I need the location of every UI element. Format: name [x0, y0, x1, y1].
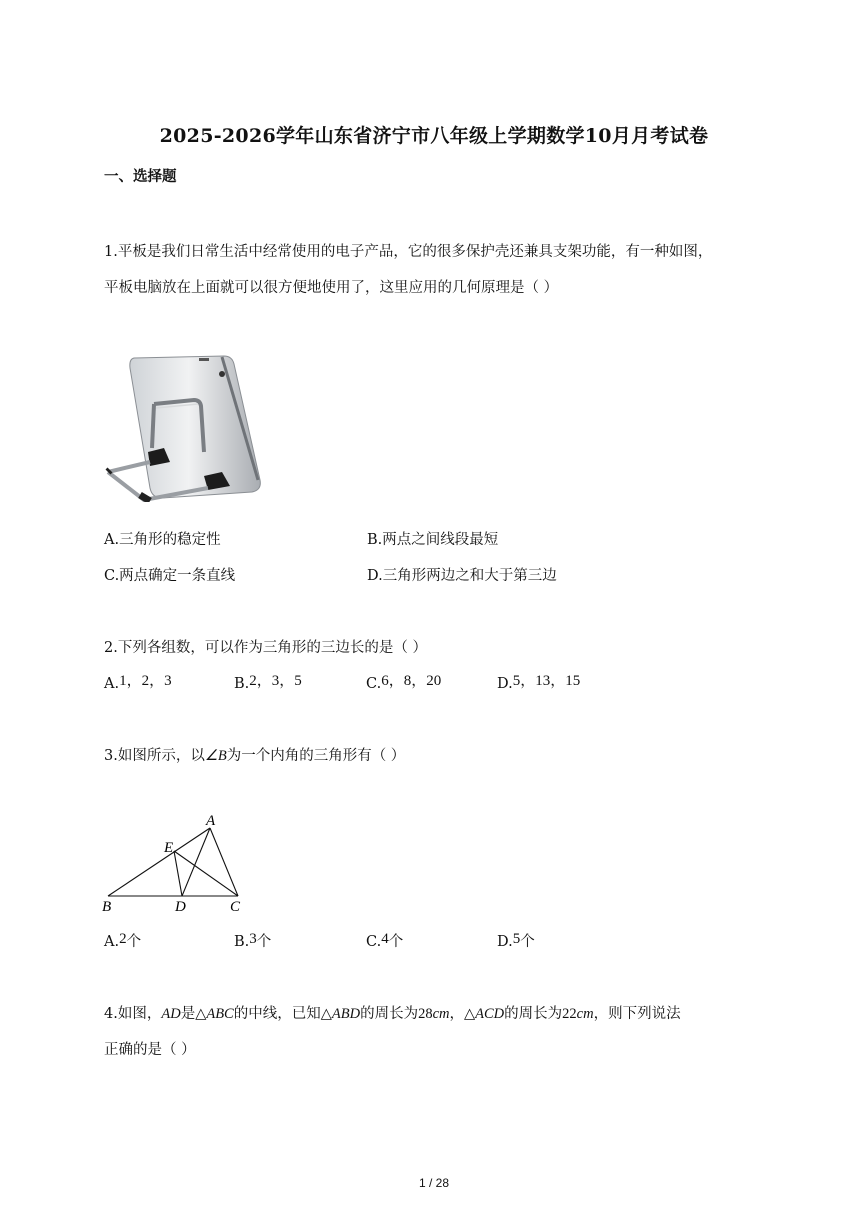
angle-b: ∠B	[204, 748, 227, 764]
triangle-symbol: △	[195, 1006, 207, 1022]
q2-stem: 2.下列各组数，可以作为三角形的三边长的是（ ）	[104, 640, 427, 656]
q3-stem: 3.如图所示，以∠B为一个内角的三角形有（ ）	[104, 748, 406, 764]
q1-option-c: C.两点确定一条直线	[104, 568, 236, 584]
page-title: 2025-2026学年山东省济宁市八年级上学期数学10月月考试卷	[159, 125, 709, 147]
section-heading: 一、选择题	[104, 168, 177, 185]
q3-option-d: D.5个	[497, 931, 535, 950]
label-d: D	[175, 899, 186, 915]
triangle-symbol: △	[464, 1006, 476, 1022]
triangle-symbol: △	[320, 1006, 332, 1022]
q1-option-a: A.三角形的稳定性	[104, 532, 221, 548]
label-a: A	[206, 813, 216, 829]
q2-option-b: B.2，3，5	[234, 673, 302, 692]
q2-option-c: C.6，8，20	[366, 673, 442, 692]
q1-option-b: B.两点之间线段最短	[367, 532, 499, 548]
q2-option-a: A.1，2，3	[104, 673, 172, 692]
q4-stem-line2: 正确的是（ ）	[104, 1042, 196, 1058]
q3-option-a: A.2个	[104, 931, 142, 950]
label-b: B	[102, 899, 112, 915]
q3-option-c: C.4个	[366, 931, 404, 950]
q1-stem-line2: 平板电脑放在上面就可以很方便地使用了，这里应用的几何原理是（ ）	[104, 280, 559, 296]
page-number: 1 / 28	[418, 1176, 450, 1190]
q3-option-b: B.3个	[234, 931, 272, 950]
label-c: C	[230, 899, 241, 915]
q4-stem-line1: 4.如图，AD是△ABC的中线，已知△ABD的周长为28cm，△ACD的周长为22cm，则下列说法	[104, 1006, 681, 1022]
q1-option-d: D.三角形两边之和大于第三边	[367, 568, 557, 584]
label-e: E	[164, 840, 174, 856]
triangle-figure	[100, 812, 250, 916]
q2-option-d: D.5，13，15	[497, 673, 581, 692]
q1-stem-line1: 1.平板是我们日常生活中经常使用的电子产品，它的很多保护壳还兼具支架功能，有一种如图，	[104, 244, 713, 260]
tablet-stand-image	[104, 352, 264, 502]
